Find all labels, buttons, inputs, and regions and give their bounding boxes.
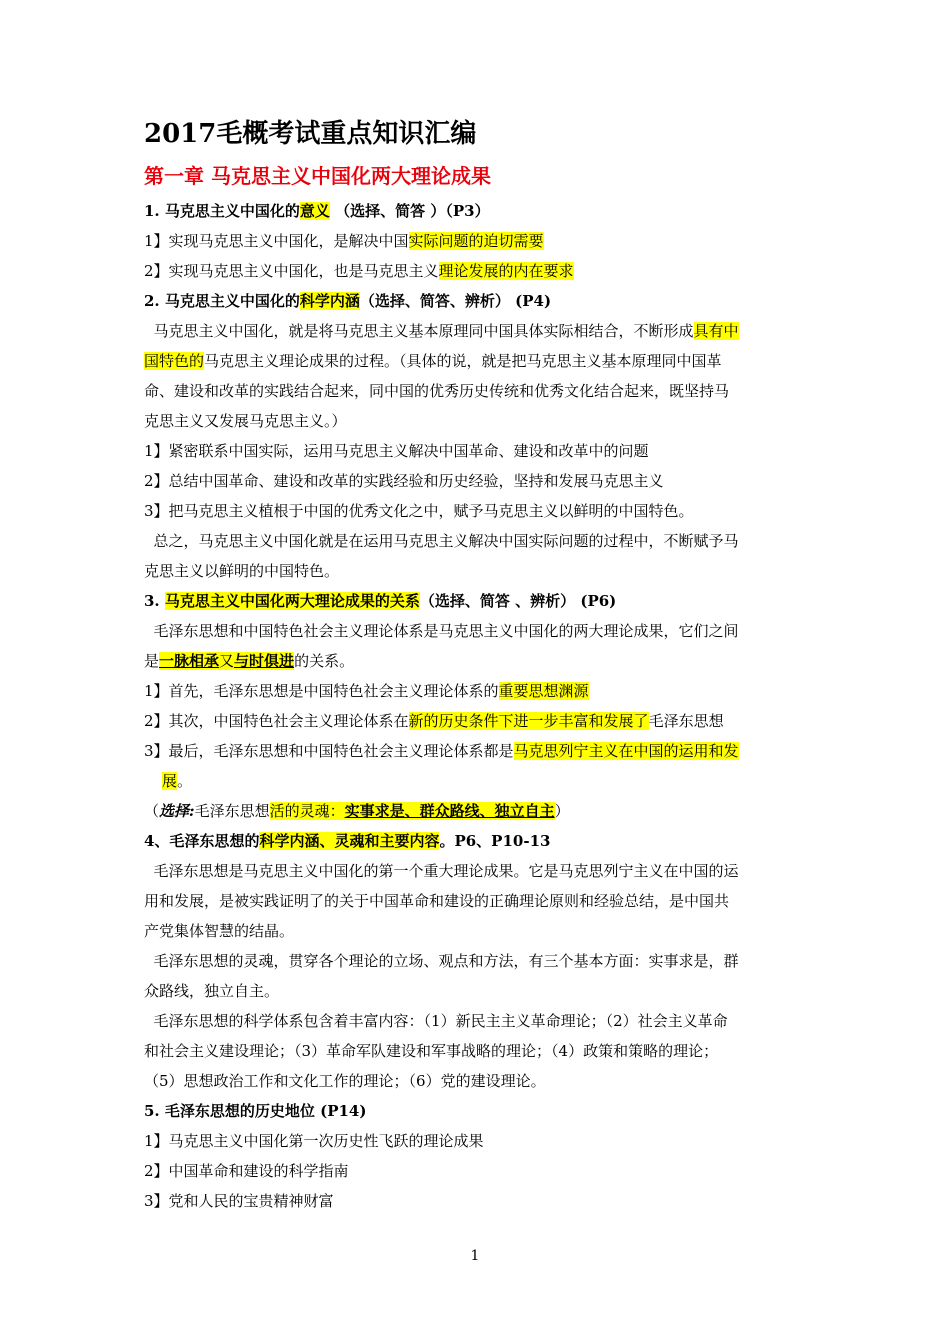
section-2-summary: 总之，马克思主义中国化就是在运用马克思主义解决中国实际问题的过程中，不断赋予马 克思主义以鲜明的中国特色。 [144, 532, 739, 580]
section-2-item-1: 1】紧密联系中国实际，运用马克思主义解决中国革命、建设和改革中的问题 [144, 442, 649, 460]
document-title: 2017毛概考试重点知识汇编 [144, 119, 477, 149]
section-3-item-1: 1】首先，毛泽东思想是中国特色社会主义理论体系的重要思想渊源 [144, 682, 589, 700]
section-3-item-2: 2】其次，中国特色社会主义理论体系在新的历史条件下进一步丰富和发展了毛泽东思想 [144, 712, 724, 730]
section-3-note: （选择:毛泽东思想活的灵魂：实事求是、群众路线、独立自主） [144, 802, 570, 820]
section-3-item-3-cont: 展。 [162, 772, 193, 790]
section-3-intro: 毛泽东思想和中国特色社会主义理论体系是马克思主义中国化的两大理论成果，它们之间 是一脉相承又与时俱进的关系。 [144, 622, 739, 670]
section-2-definition: 马克思主义中国化，就是将马克思主义基本原理同中国具体实际相结合，不断形成具有中 国特色的马克思主义理论成果的过程。（具体的说，就是把马克思主义基本原理同中国革 命、建设和改革的实践结合起来，同中国的优秀历史传统和优秀文化结合起来，既坚持马 克思主义又发展马克思主义。） [144, 322, 739, 430]
section-5-heading: 5. 毛泽东思想的历史地位 (P14) [144, 1102, 367, 1120]
section-4-para-2: 毛泽东思想的灵魂，贯穿各个理论的立场、观点和方法，有三个基本方面：实事求是，群 众路线，独立自主。 [144, 952, 739, 1000]
section-3-heading: 3. 马克思主义中国化两大理论成果的关系（选择、简答 、辨析） (P6) [144, 592, 617, 610]
section-5-item-2: 2】中国革命和建设的科学指南 [144, 1162, 349, 1180]
section-5-item-3: 3】党和人民的宝贵精神财富 [144, 1192, 334, 1210]
page-content [144, 112, 808, 1216]
section-4-para-3: 毛泽东思想的科学体系包含着丰富内容：（1）新民主主义革命理论；（2）社会主义革命 和社会主义建设理论；（3）革命军队建设和军事战略的理论；（4）政策和策略的理论； （5）思想政治工作和文化工作的理论；（6）党的建设理论。 [144, 1012, 728, 1090]
section-2-item-2: 2】总结中国革命、建设和改革的实践经验和历史经验，坚持和发展马克思主义 [144, 472, 664, 490]
section-1-heading: 1. 马克思主义中国化的意义 （选择、简答 ）（P3） [144, 202, 490, 220]
section-4-heading: 4、毛泽东思想的科学内涵、灵魂和主要内容。P6、P10-13 [144, 832, 551, 850]
section-4-para-1: 毛泽东思想是马克思主义中国化的第一个重大理论成果。它是马克思列宁主义在中国的运 用和发展，是被实践证明了的关于中国革命和建设的正确理论原则和经验总结，是中国共 产党集体智慧的结晶。 [144, 862, 739, 940]
page-number: 1 [470, 1248, 480, 1264]
section-2-item-3: 3】把马克思主义植根于中国的优秀文化之中，赋予马克思主义以鲜明的中国特色。 [144, 502, 694, 520]
chapter-1-heading: 第一章 马克思主义中国化两大理论成果 [144, 164, 491, 188]
section-1-item-2: 2】实现马克思主义中国化，也是马克思主义理论发展的内在要求 [144, 262, 574, 280]
section-5-item-1: 1】马克思主义中国化第一次历史性飞跃的理论成果 [144, 1132, 484, 1150]
section-3-item-3: 3】最后，毛泽东思想和中国特色社会主义理论体系都是马克思列宁主义在中国的运用和发 [144, 742, 739, 760]
section-2-heading: 2. 马克思主义中国化的科学内涵（选择、简答、辨析） (P4) [144, 292, 552, 310]
section-1-item-1: 1】实现马克思主义中国化，是解决中国实际问题的迫切需要 [144, 232, 544, 250]
